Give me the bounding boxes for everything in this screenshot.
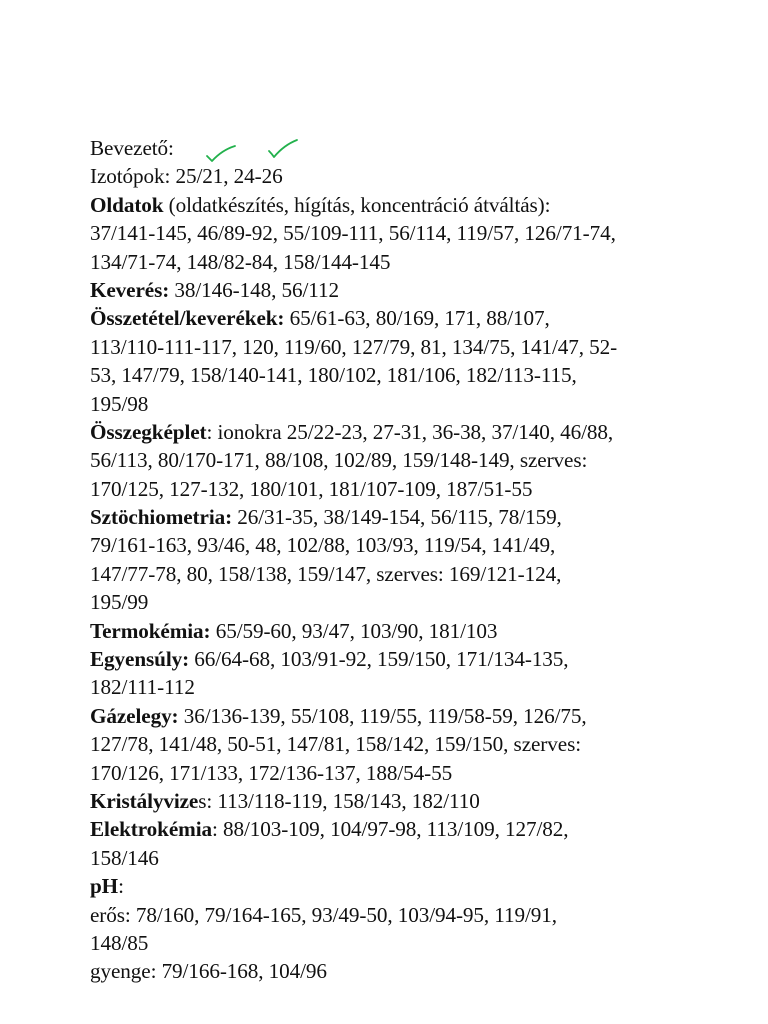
line-heading: Oldatok (90, 192, 164, 217)
line-gas-mixture-heading (90, 702, 690, 730)
line-gas-mixture-2 (90, 759, 690, 787)
line-composition-2 (90, 361, 690, 389)
line-crystal-water (90, 787, 690, 815)
line-solutions-heading (90, 191, 690, 219)
line-heading: Összegképlet (90, 419, 207, 444)
line-text: 195/98 (90, 391, 149, 416)
line-text: (oldatkészítés, hígítás, koncentráció átváltás): (163, 192, 551, 217)
line-equilibrium-1 (90, 673, 690, 701)
line-intro (90, 134, 690, 162)
line-text: 38/146-148, 56/112 (169, 277, 339, 302)
line-text: 127/78, 141/48, 50-51, 147/81, 158/142, 159/150, szerves: (90, 732, 581, 757)
line-composition-heading (90, 304, 690, 332)
line-heading: Termokémia: (90, 618, 211, 643)
line-text: 148/85 (90, 930, 149, 955)
line-text: : (118, 874, 124, 899)
line-text: 147/77-78, 80, 158/138, 159/147, szerves: 169/121-124, (90, 561, 562, 586)
line-text: 170/126, 171/133, 172/136-137, 188/54-55 (90, 760, 453, 785)
line-isotopes (90, 162, 690, 190)
line-heading: Gázelegy: (90, 703, 179, 728)
line-electrochemistry-1 (90, 844, 690, 872)
line-formula-1 (90, 446, 690, 474)
line-equilibrium-heading (90, 645, 690, 673)
line-text: 134/71-74, 148/82-84, 158/144-145 (90, 249, 391, 274)
line-ph-strong-1 (90, 901, 690, 929)
line-text: Bevezető: (90, 136, 174, 160)
line-heading: pH (90, 874, 119, 899)
line-thermochemistry (90, 617, 690, 645)
line-ph-weak (90, 957, 690, 985)
line-text: : ionokra 25/22-23, 27-31, 36-38, 37/140, 46/88, (206, 419, 614, 444)
line-heading: Sztöchiometria: (90, 505, 233, 530)
line-text: 53, 147/79, 158/140-141, 180/102, 181/106, 182/113-115, (90, 363, 577, 388)
line-text: 113/110-111-117, 120, 119/60, 127/79, 81, 134/75, 141/47, 52- (90, 334, 618, 359)
line-formula-2 (90, 475, 690, 503)
line-text: 36/136-139, 55/108, 119/55, 119/58-59, 126/75, (178, 703, 587, 728)
line-text: 56/113, 80/170-171, 88/108, 102/89, 159/148-149, szerves: (90, 448, 588, 473)
line-stoichiometry-3 (90, 588, 690, 616)
line-ph-heading (90, 872, 690, 900)
line-text: 26/31-35, 38/149-154, 56/115, 78/159, (232, 505, 562, 530)
line-text: 182/111-112 (90, 675, 195, 700)
line-ph-strong-2 (90, 929, 690, 957)
line-gas-mixture-1 (90, 730, 690, 758)
line-solutions-1 (90, 219, 690, 247)
line-stoichiometry-2 (90, 560, 690, 588)
line-solutions-2 (90, 248, 690, 276)
line-composition-1 (90, 333, 690, 361)
line-text: 158/146 (90, 845, 159, 870)
line-stoichiometry-heading (90, 503, 690, 531)
line-heading: Elektrokémia (90, 817, 212, 842)
line-text: 37/141-145, 46/89-92, 55/109-111, 56/114, 119/57, 126/71-74, (90, 221, 616, 246)
line-stoichiometry-1 (90, 531, 690, 559)
line-text: 195/99 (90, 590, 149, 615)
line-text: s: 113/118-119, 158/143, 182/110 (198, 788, 480, 813)
line-text: 79/161-163, 93/46, 48, 102/88, 103/93, 119/54, 141/49, (90, 533, 556, 558)
line-text: : 88/103-109, 104/97-98, 113/109, 127/82, (212, 817, 569, 842)
line-text: erős: 78/160, 79/164-165, 93/49-50, 103/94-95, 119/91, (90, 902, 557, 927)
document-body (90, 134, 690, 986)
line-formula-heading (90, 418, 690, 446)
line-heading: Kristályvize (90, 788, 199, 813)
line-mixing (90, 276, 690, 304)
line-heading: Összetétel/keverékek: (90, 306, 285, 331)
line-text: gyenge: 79/166-168, 104/96 (90, 959, 327, 984)
line-text: 65/61-63, 80/169, 171, 88/107, (284, 306, 550, 331)
line-heading: Egyensúly: (90, 647, 190, 672)
line-composition-3 (90, 390, 690, 418)
line-text: 66/64-68, 103/91-92, 159/150, 171/134-135, (189, 647, 569, 672)
line-heading: Keverés: (90, 277, 170, 302)
line-text: 65/59-60, 93/47, 103/90, 181/103 (210, 618, 498, 643)
line-text: 170/125, 127-132, 180/101, 181/107-109, 187/51-55 (90, 476, 533, 501)
line-electrochemistry-heading (90, 815, 690, 843)
line-text: Izotópok: 25/21, 24-26 (90, 164, 283, 189)
